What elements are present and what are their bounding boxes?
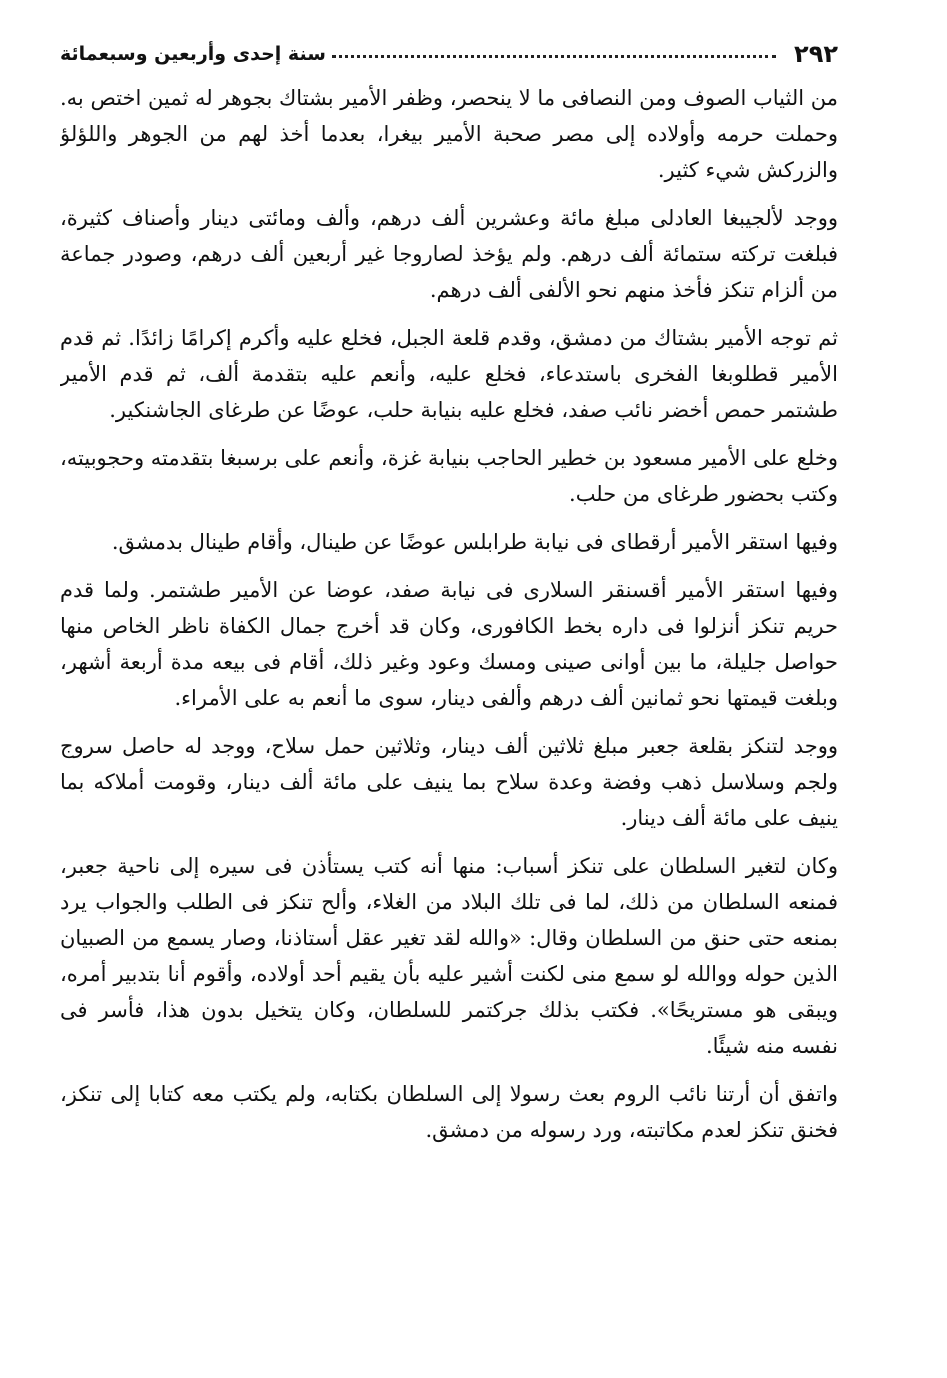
dotted-leader <box>332 55 776 58</box>
paragraph: واتفق أن أرتنا نائب الروم بعث رسولا إلى السلطان بكتابه، ولم يكتب معه كتابا إلى تنكز، فخنق تنكز لعدم مكاتبته، ورد رسوله من دمشق. <box>60 1082 838 1142</box>
paragraph: ووجد لتنكز بقلعة جعبر مبلغ ثلاثين ألف دينار، وثلاثين حمل سلاح، ووجد له حاصل سروج ولجم وسلاسل ذهب وفضة وعدة سلاح بما ينيف على مائة ألف دينار، وقومت أملاكه بما ينيف على مائة ألف دينار. <box>60 734 838 830</box>
paragraph: وفيها استقر الأمير أرقطاى فى نيابة طرابلس عوضًا عن طينال، وأقام طينال بدمشق. <box>111 530 838 554</box>
paragraph: ووجد لألجيبغا العادلى مبلغ مائة وعشرين ألف درهم، وألف ومائتى دينار وأصناف كثيرة، فبلغت تركته ستمائة ألف درهم. ولم يؤخذ لصاروجا غير أربعين ألف درهم، وصودر جماعة من ألزام تنكز فأخذ منهم نحو الألفى ألف درهم. <box>60 206 838 302</box>
page-number: ٢٩٢ <box>794 40 838 68</box>
book-page <box>60 34 838 1354</box>
page-body <box>60 80 838 1148</box>
paragraph: وكان لتغير السلطان على تنكز أسباب: منها أنه كتب يستأذن فى سيره إلى ناحية جعبر، فمنعه السلطان من ذلك، لما فى تلك البلاد من الغلاء، وألح تنكز فى الطلب والجواب يرد بمنعه حتى حنق من السلطان وقال: «والله لقد تغير عقل أستاذنا، وصار يسمع من الصبيان الذين حوله ووالله لو سمع منى لكنت أشير عليه بأن يقيم أحد أولاده، وأقوم أنا بتدبير أمره، ويبقى هو مستريحًا». فكتب بذلك جركتمر للسلطان، وكان يتخيل بدون هذا، فأسر فى نفسه منه شيئًا. <box>60 854 838 1058</box>
running-title: سنة إحدى وأربعين وسبعمائة <box>60 43 326 65</box>
paragraph: من الثياب الصوف ومن النصافى ما لا ينحصر، وظفر الأمير بشتاك بجوهر له ثمين اختص به. وحملت حرمه وأولاده إلى مصر صحبة الأمير بيغرا، بعدما أخذ لهم من الجوهر واللؤلؤ والزركش شيء كثير. <box>60 86 838 182</box>
paragraph: ثم توجه الأمير بشتاك من دمشق، وقدم قلعة الجبل، فخلع عليه وأكرم إكرامًا زائدًا. ثم قدم الأمير قطلوبغا الفخرى باستدعاء، فخلع عليه، وأنعم عليه بتقدمة ألف، ثم قدم الأمير طشتمر حمص أخضر نائب صفد، فخلع عليه بنيابة حلب، عوضًا عن طرغاى الجاشنكير. <box>60 326 838 422</box>
paragraph: وخلع على الأمير مسعود بن خطير الحاجب بنيابة غزة، وأنعم على برسبغا بتقدمته وحجوبيته، وكتب بحضور طرغاى من حلب. <box>60 446 838 506</box>
paragraph: وفيها استقر الأمير أقسنقر السلارى فى نيابة صفد، عوضا عن الأمير طشتمر. ولما قدم حريم تنكز أنزلوا فى داره بخط الكافورى، وكان قد أخرج جمال الكفاة ناظر الخاص منها حواصل جليلة، ما بين أوانى صينى ومسك وعود وغير ذلك، أقام فى بيعه مدة أربعة أشهر، وبلغت قيمتها نحو ثمانين ألف درهم وألفى دينار، سوى ما أنعم به على الأمراء. <box>60 578 838 710</box>
page-header <box>60 34 838 74</box>
